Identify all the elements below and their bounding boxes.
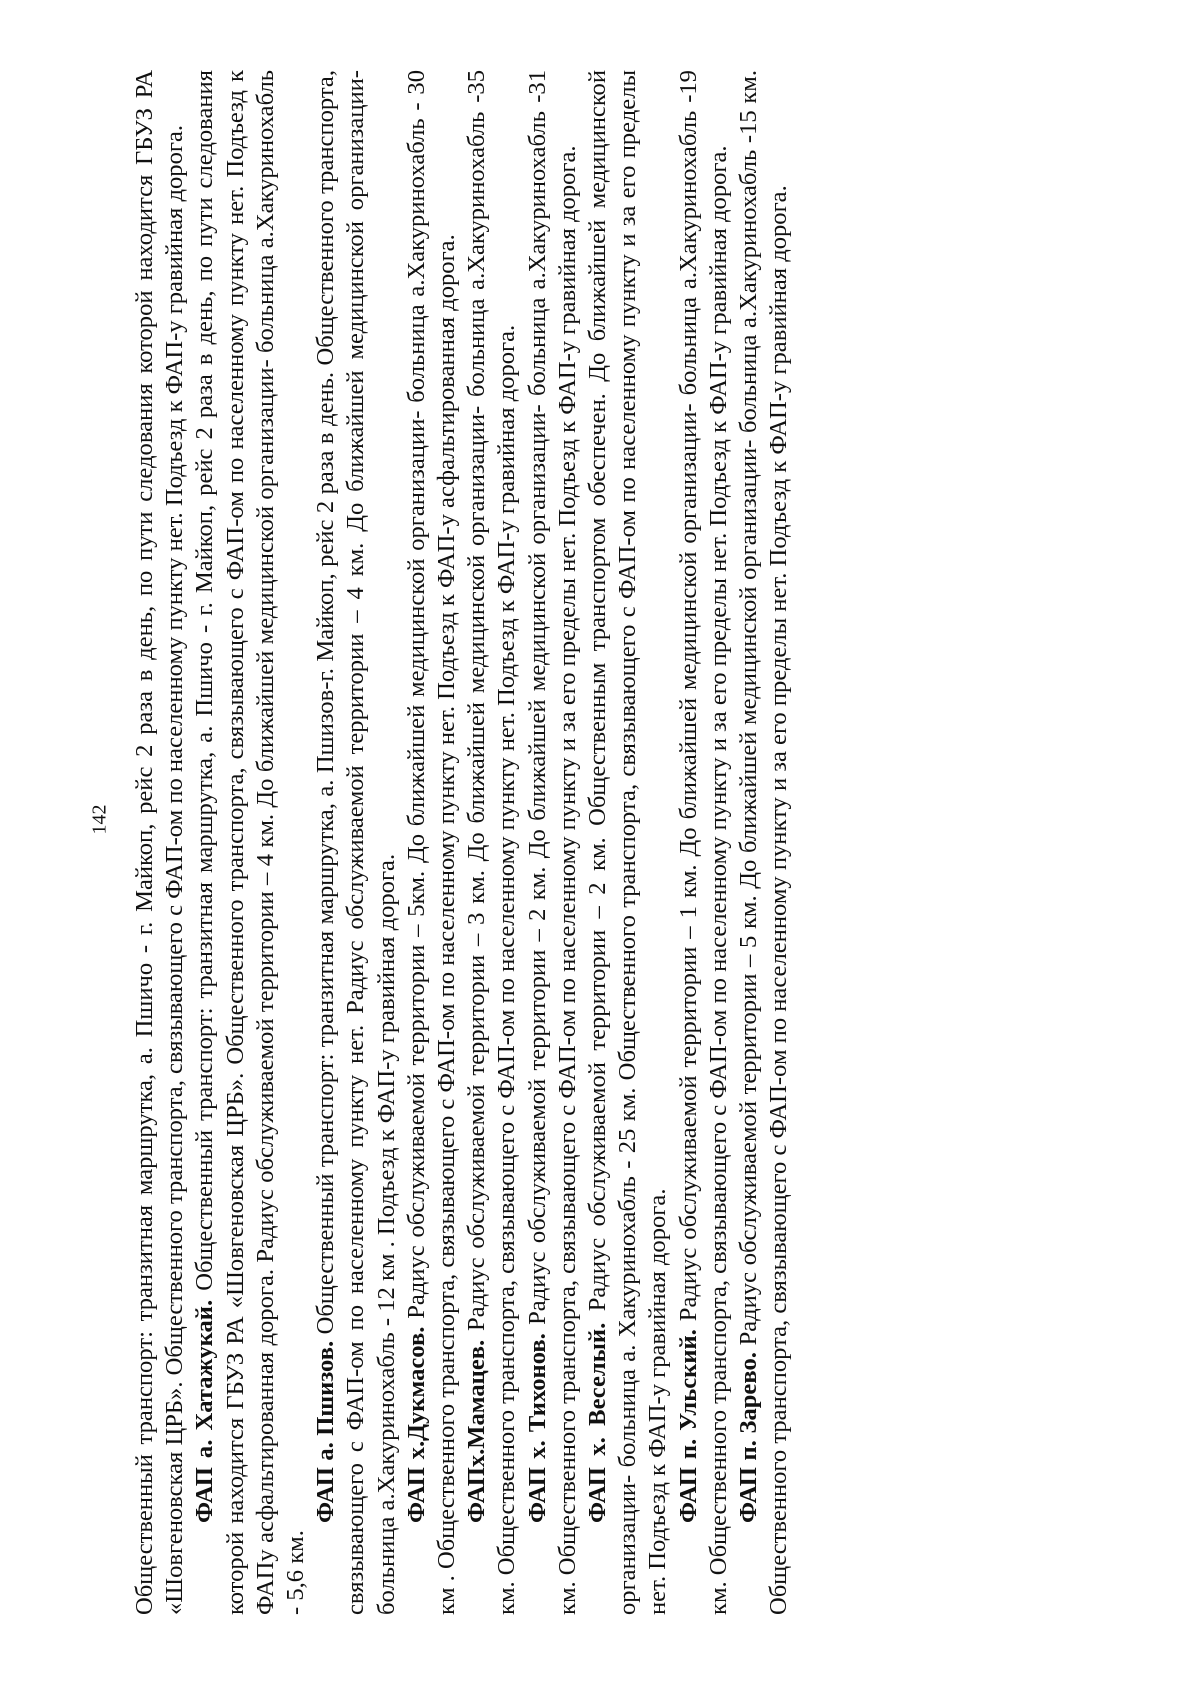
paragraph-body: Радиус обслуживаемой территории – 5км. До ближайшей медицинской организации- больница а.Хакуринохабль - 30 км . Общественного транспорта, связывающего с ФАП-ом по населенному пункту нет. Подъезд к ФАП-у асфальтированная дорога.	[402, 70, 461, 1615]
paragraph-fap-tikhonov	[523, 70, 583, 1615]
paragraph-body: Радиус обслуживаемой территории – 3 км. До ближайшей медицинской организации- больница а.Хакуринохабль -35 км. Общественного транспорта, связывающего с ФАП-ом по населенному пункту нет. Подъезд к ФАП-у гравийная дорога.	[463, 70, 521, 1615]
paragraph-body: Радиус обслуживаемой территории – 5 км. До ближайшей медицинской организации- больница а.Хакуринохабль -15 км. Общественного транспорта, связывающего с ФАП-ом по населенному пункту и за его пределы нет. Подъезд к ФАП-у гравийная дорога.	[735, 69, 793, 1615]
paragraph-body: Радиус обслуживаемой территории – 2 км. Общественным транспортом обеспечен. До ближайшей медицинской организации- больница а. Хакуринохабль - 25 км. Общественного транспорта, связывающего с ФАП-ом по населенному пункту и за его пределы нет. Подъезд к ФАП-у гравийная дорога.	[584, 70, 672, 1615]
paragraph-heading: ФАП п. Зарево.	[735, 1352, 763, 1523]
document-body	[130, 70, 1050, 1615]
paragraph-body: Общественный транспорт: транзитная маршрутка, а. Пшизов-г. Майкоп, рейс 2 раза в день. Общественного транспорта, связывающего с ФАП-ом по населенному пункту нет. Радиус обслуживаемой территории – 4 км. До ближайшей медицинской организации- больница а.Хакуринохабль - 12 км . Подъезд к ФАП-у гравийная дорога.	[312, 70, 400, 1615]
paragraph-fap-vesely	[583, 70, 674, 1615]
paragraph-heading: ФАП п. Ульский.	[674, 1329, 702, 1523]
paragraph-body: Общественный транспорт: транзитная маршрутка, а. Пшичо - г. Майкоп, рейс 2 раза в день, по пути следования которой находится ГБУЗ РА «Шовгеновская ЦРБ». Общественного транспорта, связывающего с ФАП-ом по населенному пункту нет. Подъезд к ФАПу асфальтированная дорога. Радиус обслуживаемой территории – 4 км. До ближайшей медицинской организации- больница а.Хакуринохабль - 5,6 км.	[191, 70, 310, 1615]
paragraph-body: Радиус обслуживаемой территории – 2 км. До ближайшей медицинской организации- больница а.Хакуринохабль -31 км. Общественного транспорта, связывающего с ФАП-ом по населенному пункту и за его пределы нет. Подъезд к ФАП-у гравийная дорога.	[523, 70, 581, 1615]
paragraph-fap-ulsky	[674, 70, 734, 1615]
paragraph-fap-khatazhukay	[190, 70, 311, 1615]
page-number: 142	[88, 804, 111, 835]
paragraph-fap-mamatsev	[462, 70, 522, 1615]
paragraph-heading: ФАП а. Хатажукай.	[191, 1299, 219, 1523]
paragraph-heading: ФАП х.Дукмасов.	[402, 1326, 430, 1523]
paragraph-heading: ФАП х. Веселый.	[584, 1322, 612, 1523]
paragraph-heading: ФАПх.Мамацев.	[463, 1339, 491, 1523]
paragraph-fap-pshizov	[311, 70, 402, 1615]
paragraph-intro	[130, 70, 190, 1615]
paragraph-fap-dukmasov	[402, 70, 462, 1615]
paragraph-fap-zarevo	[734, 70, 794, 1615]
paragraph-heading: ФАП х. Тихонов.	[523, 1333, 551, 1523]
paragraph-body: Радиус обслуживаемой территории – 1 км. До ближайшей медицинской организации- больница а.Хакуринохабль -19 км. Общественного транспорта, связывающего с ФАП-ом по населенному пункту и за его пределы нет. Подъезд к ФАП-у гравийная дорога.	[674, 70, 732, 1615]
paragraph-heading: ФАП а. Пшизов.	[312, 1340, 340, 1523]
paragraph-body: Общественный транспорт: транзитная маршрутка, а. Пшичо - г. Майкоп, рейс 2 раза в день, по пути следования которой находится ГБУЗ РА «Шовгеновская ЦРБ». Общественного транспорта, связывающего с ФАП-ом по населенному пункту нет. Подъезд к ФАП-у гравийная дорога.	[131, 70, 189, 1615]
